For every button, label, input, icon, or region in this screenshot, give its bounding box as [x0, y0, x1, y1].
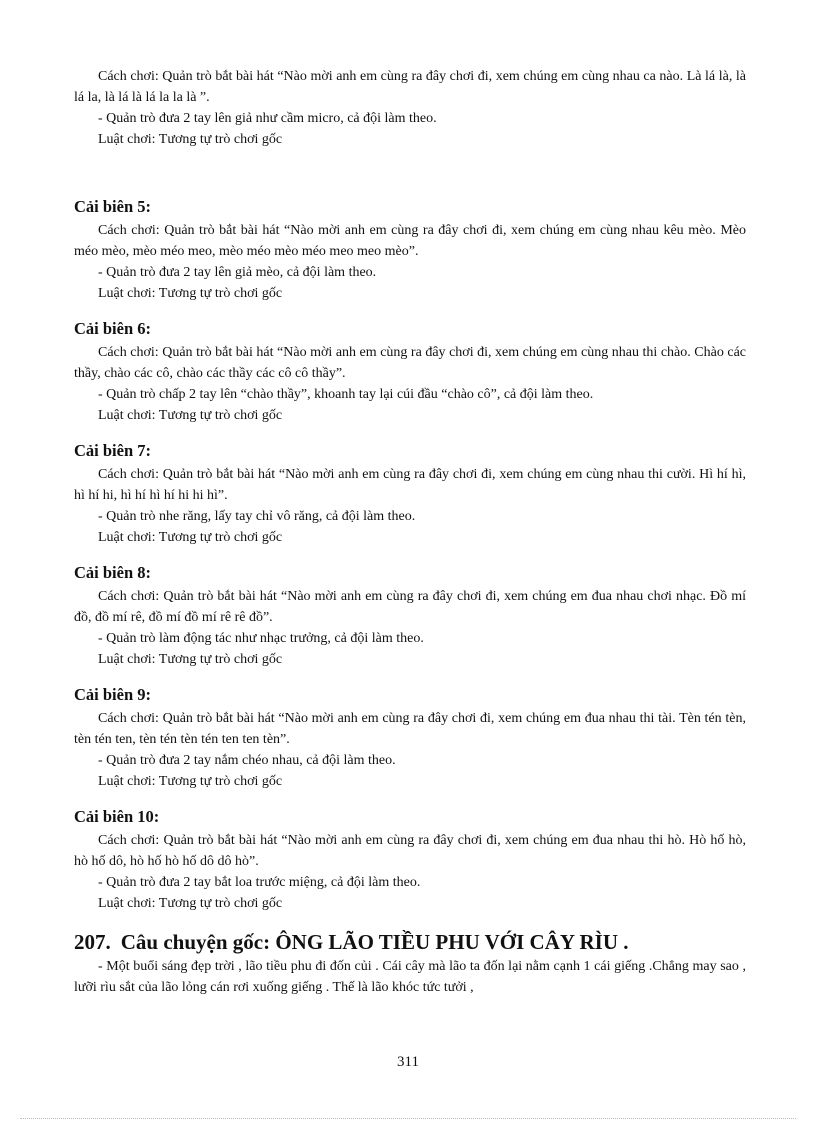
variant-luat: Luật chơi: Tương tự trò chơi gốc: [98, 286, 283, 301]
variant-rules: Cách chơi: Quản trò bắt bài hát “Nào mời anh em cùng ra đây chơi đi, xem chúng em cùng nhau thi chào. Chào các thầy, chào các cô, chào các thầy các cô cô thầy”.: [74, 345, 746, 381]
variant-10: [74, 806, 746, 914]
story-title: [74, 928, 746, 956]
intro-luat: Luật chơi: Tương tự trò chơi gốc: [98, 132, 283, 147]
variant-luat: Luật chơi: Tương tự trò chơi gốc: [98, 530, 283, 545]
variant-rules: Cách chơi: Quản trò bắt bài hát “Nào mời anh em cùng ra đây chơi đi, xem chúng em đua nhau thi hò. Hò hố hò, hò hố dô, hò hố hò hố dô dô hò”.: [74, 833, 746, 869]
variant-action: - Quản trò nhe răng, lấy tay chỉ vô răng, cả đội làm theo.: [98, 509, 416, 524]
story-number: 207.: [74, 930, 111, 954]
variant-7: [74, 440, 746, 548]
intro-action: - Quản trò đưa 2 tay lên giả như cầm micro, cả đội làm theo.: [98, 111, 437, 126]
story-text: - Một buổi sáng đẹp trời , lão tiều phu đi đốn củi . Cái cây mà lão ta đốn lại nằm cạnh 1 cái giếng .Chẳng may sao , lưỡi rìu sắt của lão lỏng cán rơi xuống giếng . Thế là lão khóc tức tưởi ,: [74, 959, 746, 995]
variant-8: [74, 562, 746, 670]
variant-heading: Cải biên 6:: [74, 319, 152, 338]
variant-5: [74, 196, 746, 304]
variant-6: [74, 318, 746, 426]
variant-heading: Cải biên 9:: [74, 685, 152, 704]
variant-action: - Quản trò đưa 2 tay lên giả mèo, cả đội làm theo.: [98, 265, 377, 280]
variant-luat: Luật chơi: Tương tự trò chơi gốc: [98, 774, 283, 789]
variant-luat: Luật chơi: Tương tự trò chơi gốc: [98, 408, 283, 423]
document-page: [74, 66, 746, 998]
variant-luat: Luật chơi: Tương tự trò chơi gốc: [98, 896, 283, 911]
bottom-divider: [20, 1118, 796, 1119]
variant-luat: Luật chơi: Tương tự trò chơi gốc: [98, 652, 283, 667]
variant-heading: Cải biên 8:: [74, 563, 152, 582]
variant-action: - Quản trò đưa 2 tay nắm chéo nhau, cả đội làm theo.: [98, 753, 396, 768]
intro-rules: Cách chơi: Quản trò bắt bài hát “Nào mời anh em cùng ra đây chơi đi, xem chúng em cùng nhau ca nào. Là lá là, là lá la, là lá là lá la la là ”.: [74, 69, 746, 105]
story-title-text: Câu chuyện gốc: ÔNG LÃO TIỀU PHU VỚI CÂY RÌU .: [120, 930, 629, 954]
variant-rules: Cách chơi: Quản trò bắt bài hát “Nào mời anh em cùng ra đây chơi đi, xem chúng em cùng nhau thi cười. Hì hí hì, hì hí hi, hì hí hì hí hi hi hì”.: [74, 467, 746, 503]
variant-rules: Cách chơi: Quản trò bắt bài hát “Nào mời anh em cùng ra đây chơi đi, xem chúng em cùng nhau kêu mèo. Mèo méo mèo, mèo méo meo, mèo méo mèo méo meo meo mèo”.: [74, 223, 746, 259]
variant-rules: Cách chơi: Quản trò bắt bài hát “Nào mời anh em cùng ra đây chơi đi, xem chúng em đua nhau chơi nhạc. Đồ mí đồ, đồ mí rê, đồ mí đồ mí rê rê đồ”.: [74, 589, 746, 625]
variant-heading: Cải biên 7:: [74, 441, 152, 460]
variant-action: - Quản trò làm động tác như nhạc trưởng, cả đội làm theo.: [98, 631, 424, 646]
variant-action: - Quản trò đưa 2 tay bắt loa trước miệng, cả đội làm theo.: [98, 875, 421, 890]
variant-9: [74, 684, 746, 792]
page-number: 311: [397, 1054, 419, 1070]
variant-action: - Quản trò chấp 2 tay lên “chào thầy”, khoanh tay lại cúi đầu “chào cô”, cả đội làm theo.: [98, 387, 594, 402]
variant-rules: Cách chơi: Quản trò bắt bài hát “Nào mời anh em cùng ra đây chơi đi, xem chúng em đua nhau thi tài. Tèn tén tèn, tèn tén ten, tèn tén tèn tén ten ten tèn”.: [74, 711, 746, 747]
variant-heading: Cải biên 5:: [74, 197, 152, 216]
variant-heading: Cải biên 10:: [74, 807, 160, 826]
